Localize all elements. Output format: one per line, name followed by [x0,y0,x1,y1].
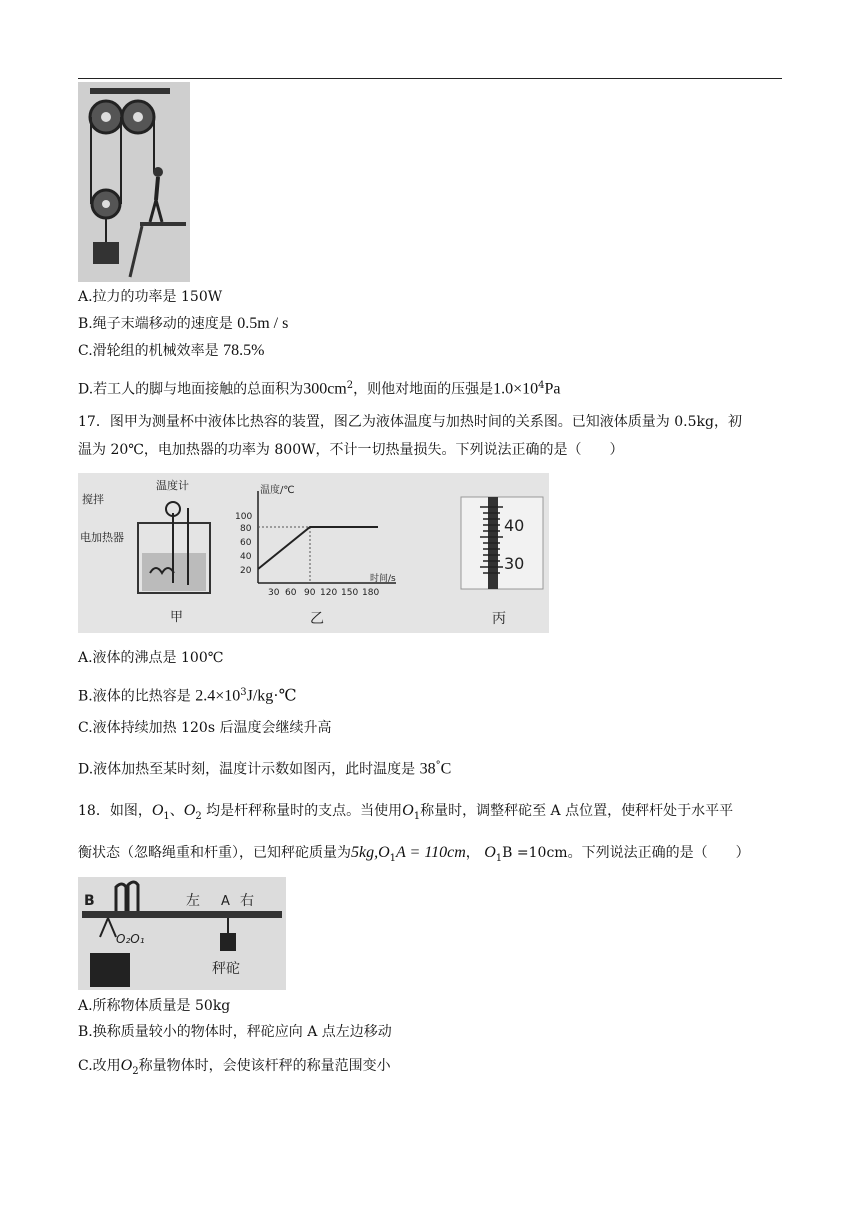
jia-label-thermometer: 温度计 [156,479,189,492]
y-tick: 80 [240,524,252,534]
q17-option-d: D.液体加热至某时刻，温度计示数如图丙，此时温度是 38°C [78,760,452,778]
y-tick: 20 [240,566,252,576]
x-tick: 150 [341,588,359,598]
jia-label-stir: 搅拌 [82,493,104,506]
bing-caption: 丙 [492,611,506,627]
label-pivots: O₂O₁ [116,932,145,946]
q17-option-b: B.液体的比热容是 $2.4\times 10^3J/kg\cdot℃$ [78,687,297,705]
q18-stem-line1: 18．如图，$O_1$、$O_2$ 均是杆秤称量时的支点。当使用$O_1$称量时，调整秤砣至 A 点位置，使秤杆处于水平平 [78,802,734,822]
label-right: 右 [240,893,254,909]
q17-option-c: C.液体持续加热 120s 后温度会继续升高 [78,720,332,736]
y-tick: 40 [240,552,252,562]
q18-option-c: C.改用$O_2$称量物体时，会使该杆秤的称量范围变小 [78,1057,391,1077]
jia-caption: 甲 [170,610,184,625]
x-tick: 30 [268,588,280,598]
x-tick: 90 [304,588,316,598]
q17-option-a: A.液体的沸点是 100℃ [78,650,224,666]
graph-y-label: 温度/℃ [260,485,295,496]
q17-figure [78,473,549,633]
x-tick: 60 [285,588,297,598]
q18-option-a: A.所称物体质量是 50kg [78,998,231,1014]
q18-option-b: B.换称质量较小的物体时，秤砣应向 A 点左边移动 [78,1024,392,1040]
x-tick: 120 [320,588,338,598]
q16-option-d: D.若工人的脚与地面接触的总面积为$300cm^2$，则他对地面的压强是$1.0\times 10^4Pa$ [78,380,561,398]
q17-stem-line1: 17．图甲为测量杯中液体比热容的装置，图乙为液体温度与加热时间的关系图。已知液体质量为 0.5kg，初 [78,414,742,430]
graph-x-label: 时间/s [370,574,396,584]
thermo-tick: 30 [504,554,525,573]
q18-steelyard-figure [78,877,286,990]
q16-option-b: B.绳子末端移动的速度是 0.5m / s [78,315,289,332]
q16-option-a: A.拉力的功率是 150W [78,289,223,305]
q18-stem-line2: 衡状态（忽略绳重和杆重），已知秤砣质量为$5kg,O_1A = 110cm$， $O_1B =10cm$。下列说法正确的是（ ） [78,844,750,864]
pulley-figure [78,82,190,282]
thermo-tick: 40 [504,516,525,535]
yi-caption: 乙 [310,611,324,627]
label-a: A [221,894,230,909]
label-b: B [84,893,95,909]
y-tick: 100 [235,512,253,522]
q17-stem-line2: 温为 20℃，电加热器的功率为 800W，不计一切热量损失。下列说法正确的是（ ） [78,442,624,458]
jia-label-heater: 电加热器 [80,531,124,544]
header-rule [78,78,782,79]
label-left: 左 [186,893,200,909]
q16-option-c: C.滑轮组的机械效率是 78.5% [78,342,265,359]
label-weight: 秤砣 [212,961,240,977]
y-tick: 60 [240,538,252,548]
x-tick: 180 [362,588,380,598]
